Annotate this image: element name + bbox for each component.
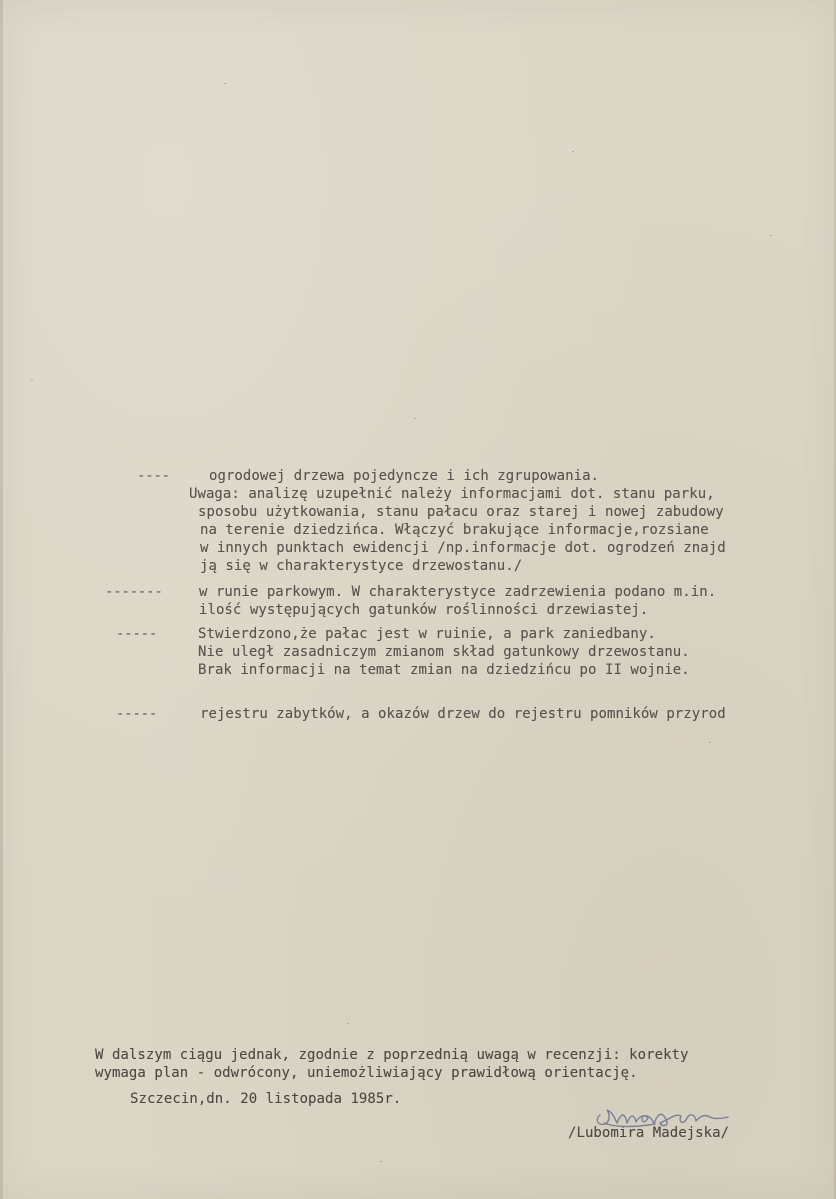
entry-1-line-3: sposobu użytkowania, stanu pałacu oraz starej i nowej zabudowy bbox=[198, 504, 724, 520]
paper-speck bbox=[709, 742, 711, 743]
paper-speck bbox=[414, 418, 416, 419]
handwritten-signature bbox=[592, 1101, 742, 1131]
entry-3-line-2: Nie uległ zasadniczym zmianom skład gatunkowy drzewostanu. bbox=[198, 644, 690, 660]
entry-4-line-1: rejestru zabytków, a okazów drzew do rejestru pomników przyrod bbox=[200, 706, 726, 722]
closing-line-1: W dalszym ciągu jednak, zgodnie z poprzednią uwagą w recenzji: korekty bbox=[95, 1047, 689, 1063]
paper-speck bbox=[347, 1023, 349, 1024]
paper-speck bbox=[380, 1161, 382, 1162]
paper-speck bbox=[224, 83, 226, 84]
entry-2-line-2: ilość występujących gatunków roślinności drzewiastej. bbox=[199, 602, 649, 618]
typed-signature-name: /Lubomira Madejska/ bbox=[568, 1125, 730, 1141]
entry-2-line-1: w runie parkowym. W charakterystyce zadrzewienia podano m.in. bbox=[199, 584, 717, 600]
paper-speck bbox=[572, 151, 574, 152]
entry-3-line-3: Brak informacji na temat zmian na dziedzińcu po II wojnie. bbox=[198, 662, 690, 678]
closing-line-2: wymaga plan - odwrócony, uniemożliwiający prawidłową orientację. bbox=[95, 1065, 638, 1081]
entry-1-line-1: ogrodowej drzewa pojedyncze i ich zgrupowania. bbox=[209, 468, 600, 484]
entry-1-line-5: w innych punktach ewidencji /np.informacje dot. ogrodzeń znajd bbox=[200, 540, 726, 556]
entry-1-line-2: Uwaga: analizę uzupełnić należy informacjami dot. stanu parku, bbox=[189, 486, 715, 502]
entry-1-line-6: ją się w charakterystyce drzewostanu./ bbox=[200, 558, 523, 574]
entry-3-line-1: Stwierdzono,że pałac jest w ruinie, a park zaniedbany. bbox=[198, 626, 656, 642]
paper-speck bbox=[770, 235, 772, 236]
entry-dash-1: ---- bbox=[137, 468, 170, 484]
paper-speck bbox=[31, 380, 33, 381]
entry-dash-4: ----- bbox=[116, 706, 158, 722]
date-line: Szczecin,dn. 20 listopada 1985r. bbox=[130, 1091, 402, 1107]
entry-dash-3: ----- bbox=[116, 626, 158, 642]
entry-1-line-4: na terenie dziedzińca. Włączyć brakujące informacje,rozsiane bbox=[200, 522, 709, 538]
entry-dash-2: ------- bbox=[105, 584, 163, 600]
